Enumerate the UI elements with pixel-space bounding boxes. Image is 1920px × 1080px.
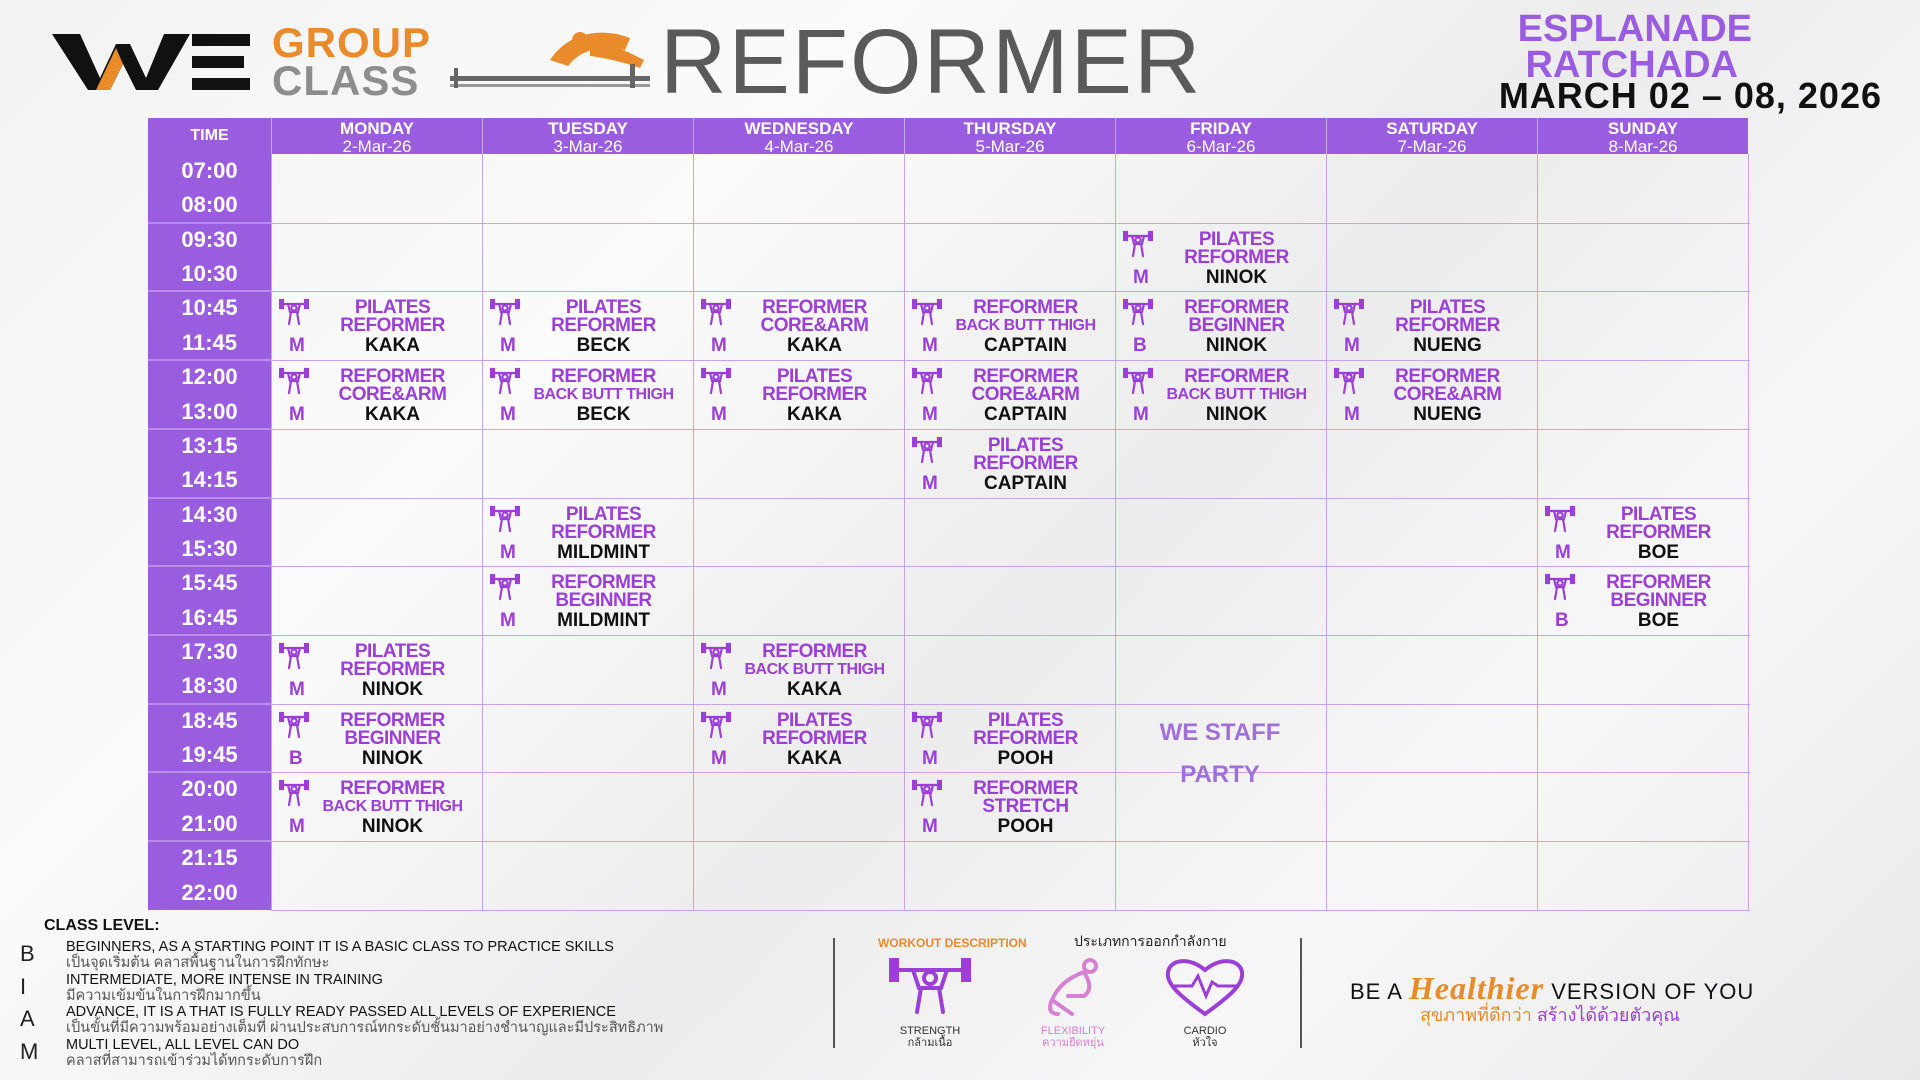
- instructor-name: CAPTAIN: [983, 404, 1068, 426]
- day-header-thursday: [904, 118, 1115, 154]
- time-label: 15:30: [181, 535, 238, 561]
- class-level-badge: M: [922, 472, 938, 494]
- instructor-name: NINOK: [361, 747, 424, 769]
- class-title-line1: REFORMER: [551, 366, 656, 388]
- time-label: 12:00: [181, 364, 238, 390]
- day-header-saturday: [1326, 118, 1537, 154]
- level-letter: I: [20, 974, 27, 999]
- class-card[interactable]: [904, 363, 1115, 427]
- grid-hline: [271, 635, 1750, 636]
- day-name: WEDNESDAY: [744, 119, 854, 138]
- class-level-badge: M: [289, 678, 305, 700]
- tagline-highlight: Healthier: [1408, 970, 1545, 1006]
- reformer-machine-icon: [430, 20, 660, 100]
- class-title-line1: PILATES: [987, 434, 1064, 456]
- class-level-title: CLASS LEVEL:: [44, 917, 160, 934]
- grid-hline: [271, 841, 1750, 842]
- class-title-line1: REFORMER: [973, 778, 1078, 800]
- class-title-line1: REFORMER: [551, 572, 656, 594]
- strength-label-th: กล้ามเนื้อ: [907, 1037, 953, 1049]
- workout-description-title-th: ประเภทการออกกำลังกาย: [1074, 933, 1227, 949]
- we-logo: [52, 26, 252, 96]
- class-title-line1: PILATES: [565, 503, 642, 525]
- class-title-line2: REFORMER: [340, 315, 445, 337]
- level-letter: A: [20, 1006, 35, 1031]
- instructor-name: MILDMINT: [557, 541, 650, 563]
- class-title-line2: STRETCH: [982, 796, 1069, 818]
- class-card[interactable]: [693, 294, 904, 358]
- time-label: 08:00: [181, 192, 238, 218]
- tagline-th-purple: สร้างได้ด้วยตัวคุณ: [1536, 1005, 1680, 1025]
- class-title-line2: BACK BUTT THIGH: [955, 317, 1096, 335]
- time-label: 09:30: [181, 226, 238, 252]
- level-description: INTERMEDIATE, MORE INTENSE IN TRAINING: [66, 972, 383, 988]
- class-level-badge: M: [1344, 335, 1360, 357]
- time-label: 07:00: [181, 158, 238, 183]
- day-header-sunday: [1537, 118, 1748, 154]
- instructor-name: POOH: [997, 816, 1054, 838]
- cardio-label: CARDIO: [1183, 1025, 1227, 1037]
- class-level-badge: M: [289, 335, 305, 357]
- grid-vline: [1326, 154, 1327, 910]
- instructor-name: NINOK: [361, 678, 424, 700]
- instructor-name: POOH: [997, 747, 1054, 769]
- grid-hline: [271, 429, 1750, 430]
- grid-hline: [271, 291, 1750, 292]
- class-level-badge: M: [289, 404, 305, 426]
- time-separator: [148, 771, 271, 773]
- tagline-th-orange: สุขภาพที่ดีกว่า: [1420, 1005, 1532, 1025]
- class-title-line1: REFORMER: [762, 640, 867, 662]
- tagline: [1350, 972, 1754, 1004]
- class-card[interactable]: [693, 638, 904, 702]
- grid-hline: [271, 360, 1750, 361]
- time-label: 22:00: [181, 879, 238, 905]
- level-description-th: เป็นขั้นที่มีความพร้อมอย่างเต็มที่ ผ่านประสบการณ์ทกระดับชั้นมาอย่างชำนาญและมีประสิทธิภาพ: [66, 1020, 664, 1036]
- location-line-1: ESPLANADE: [1517, 8, 1752, 50]
- class-title-line2: BACK BUTT THIGH: [1166, 386, 1307, 404]
- day-date: 4-Mar-26: [764, 137, 834, 156]
- class-title-line1: REFORMER: [340, 709, 445, 731]
- class-card[interactable]: [271, 775, 482, 839]
- class-card[interactable]: [482, 569, 693, 633]
- class-title-line1: PILATES: [987, 709, 1064, 731]
- class-card[interactable]: [1115, 226, 1326, 290]
- schedule-grid: [148, 118, 1750, 910]
- divider: [1300, 938, 1302, 1048]
- class-title-line2: REFORMER: [1184, 246, 1289, 268]
- class-title-line2: CORE&ARM: [1393, 384, 1502, 406]
- class-card[interactable]: [693, 363, 904, 427]
- day-date: 2-Mar-26: [342, 137, 412, 156]
- day-name: SATURDAY: [1386, 119, 1478, 138]
- class-title-line2: REFORMER: [762, 384, 867, 406]
- tagline-th: [1420, 1006, 1680, 1024]
- level-description: ADVANCE, IT IS A THAT IS FULLY READY PASSED ALL LEVELS OF EXPERIENCE: [66, 1004, 616, 1020]
- day-date: 5-Mar-26: [975, 137, 1045, 156]
- instructor-name: BOE: [1637, 610, 1680, 632]
- instructor-name: KAKA: [787, 335, 842, 357]
- time-label: 19:45: [181, 742, 238, 768]
- level-description-th: มีความเข้มข้นในการฝึกมากขึ้น: [66, 988, 261, 1004]
- class-title-line2: REFORMER: [340, 658, 445, 680]
- time-separator: [148, 428, 271, 430]
- class-level-badge: B: [289, 747, 303, 769]
- class-level-badge: M: [922, 404, 938, 426]
- class-title-line2: CORE&ARM: [971, 384, 1080, 406]
- class-level-badge: B: [1555, 610, 1569, 632]
- time-column: [148, 154, 271, 910]
- time-label: 18:30: [181, 673, 238, 699]
- class-card[interactable]: [904, 432, 1115, 496]
- class-title-line2: BACK BUTT THIGH: [322, 798, 463, 816]
- instructor-name: NUENG: [1413, 335, 1482, 357]
- class-level-badge: M: [500, 541, 516, 563]
- class-title-line1: PILATES: [1620, 503, 1697, 525]
- class-card[interactable]: [482, 501, 693, 565]
- time-separator: [148, 359, 271, 361]
- class-level-badge: M: [1344, 404, 1360, 426]
- class-level-badge: M: [922, 816, 938, 838]
- cardio-icon: [1160, 956, 1250, 1018]
- class-level-badge: M: [922, 335, 938, 357]
- class-title-line2: REFORMER: [762, 727, 867, 749]
- class-card[interactable]: [1537, 569, 1748, 633]
- level-letter: M: [20, 1039, 39, 1064]
- class-card[interactable]: [1537, 501, 1748, 565]
- instructor-name: KAKA: [787, 747, 842, 769]
- class-title-line2: REFORMER: [973, 727, 1078, 749]
- grid-hline: [271, 704, 1750, 705]
- grid-hline: [271, 772, 1750, 773]
- class-level-badge: M: [289, 816, 305, 838]
- class-title-line2: BEGINNER: [555, 590, 652, 612]
- instructor-name: NINOK: [1205, 404, 1268, 426]
- class-level-badge: M: [500, 335, 516, 357]
- class-title-line1: REFORMER: [973, 297, 1078, 319]
- day-header-monday: [271, 118, 482, 154]
- class-title-line1: PILATES: [776, 366, 853, 388]
- class-title-line2: BEGINNER: [1188, 315, 1285, 337]
- flexibility-icon: [1028, 956, 1118, 1018]
- logo-group-text: GROUP: [272, 19, 432, 66]
- tagline-post: VERSION OF YOU: [1551, 979, 1755, 1004]
- time-label: 20:00: [181, 776, 238, 802]
- day-name: MONDAY: [340, 119, 414, 138]
- class-level-badge: M: [1555, 541, 1571, 563]
- level-letter: B: [20, 941, 35, 966]
- day-name: THURSDAY: [963, 119, 1057, 138]
- strength-label: STRENGTH: [899, 1025, 961, 1037]
- time-separator: [148, 290, 271, 292]
- day-date: 3-Mar-26: [553, 137, 623, 156]
- instructor-name: NINOK: [361, 816, 424, 838]
- flexibility-label: FLEXIBILITY: [1040, 1025, 1106, 1037]
- instructor-name: BOE: [1637, 541, 1680, 563]
- day-date: 7-Mar-26: [1397, 137, 1467, 156]
- time-label: 10:45: [181, 295, 238, 321]
- class-card[interactable]: [482, 363, 693, 427]
- class-level-badge: M: [500, 610, 516, 632]
- day-header-tuesday: [482, 118, 693, 154]
- class-title-line1: REFORMER: [340, 366, 445, 388]
- flexibility-label-th: ความยืดหยุ่น: [1042, 1037, 1104, 1049]
- instructor-name: NINOK: [1205, 266, 1268, 288]
- time-separator: [148, 634, 271, 636]
- class-level-badge: M: [500, 404, 516, 426]
- time-label: 17:30: [181, 639, 238, 665]
- class-card[interactable]: [1326, 294, 1537, 358]
- day-header-wednesday: [693, 118, 904, 154]
- time-separator: [148, 703, 271, 705]
- time-label: 13:15: [181, 432, 238, 458]
- class-title-line1: REFORMER: [1395, 366, 1500, 388]
- time-separator: [148, 222, 271, 224]
- event-title-line2: PARTY: [1180, 761, 1260, 788]
- workout-description-title: WORKOUT DESCRIPTION: [878, 936, 1027, 950]
- class-card[interactable]: [904, 294, 1115, 358]
- class-title-line1: PILATES: [565, 297, 642, 319]
- class-title-line1: REFORMER: [1184, 366, 1289, 388]
- instructor-name: KAKA: [787, 678, 842, 700]
- class-title-line2: BACK BUTT THIGH: [744, 660, 885, 678]
- instructor-name: KAKA: [365, 404, 420, 426]
- class-level-badge: M: [1133, 266, 1149, 288]
- class-title-line1: PILATES: [354, 640, 431, 662]
- class-level-badge: M: [711, 678, 727, 700]
- class-level-badge: M: [711, 747, 727, 769]
- grid-vline: [693, 154, 694, 910]
- day-date: 8-Mar-26: [1608, 137, 1678, 156]
- class-title-line1: PILATES: [1198, 228, 1275, 250]
- instructor-name: KAKA: [365, 335, 420, 357]
- time-separator: [148, 497, 271, 499]
- day-date: 6-Mar-26: [1186, 137, 1256, 156]
- class-card[interactable]: [904, 707, 1115, 771]
- class-title-line1: PILATES: [1409, 297, 1486, 319]
- day-header-friday: [1115, 118, 1326, 154]
- class-title-line2: REFORMER: [551, 521, 656, 543]
- time-label: 11:45: [181, 329, 238, 355]
- class-title-line2: BEGINNER: [344, 727, 441, 749]
- instructor-name: NUENG: [1413, 404, 1482, 426]
- grid-hline: [271, 566, 1750, 567]
- grid-hline: [271, 910, 1750, 911]
- instructor-name: KAKA: [787, 404, 842, 426]
- instructor-name: MILDMINT: [557, 610, 650, 632]
- class-card[interactable]: [904, 775, 1115, 839]
- class-card[interactable]: [1115, 363, 1326, 427]
- strength-icon: [885, 956, 975, 1018]
- day-name: FRIDAY: [1190, 119, 1252, 138]
- class-title-line2: CORE&ARM: [338, 384, 447, 406]
- level-description: BEGINNERS, AS A STARTING POINT IT IS A BASIC CLASS TO PRACTICE SKILLS: [66, 939, 614, 955]
- time-label: 14:30: [181, 501, 238, 527]
- class-title-line2: REFORMER: [1606, 521, 1711, 543]
- class-title-line1: REFORMER: [973, 366, 1078, 388]
- class-card[interactable]: [482, 294, 693, 358]
- class-title-line1: REFORMER: [762, 297, 867, 319]
- divider: [833, 938, 835, 1048]
- class-title-line1: PILATES: [354, 297, 431, 319]
- time-label: 21:00: [181, 810, 238, 836]
- time-label: 13:00: [181, 398, 238, 424]
- class-title-line1: REFORMER: [1184, 297, 1289, 319]
- class-title-line2: REFORMER: [973, 452, 1078, 474]
- class-title-line1: REFORMER: [340, 778, 445, 800]
- date-range: MARCH 02 – 08, 2026: [1498, 75, 1882, 116]
- class-level-badge: M: [1133, 404, 1149, 426]
- level-description-th: เป็นจุดเริ่มต้น คลาสพื้นฐานในการฝึกทักษะ: [66, 955, 330, 971]
- grid-hline: [271, 498, 1750, 499]
- time-label: 15:45: [181, 570, 238, 596]
- time-label: 14:15: [181, 467, 238, 493]
- grid-vline: [1748, 154, 1749, 910]
- level-description: MULTI LEVEL, ALL LEVEL CAN DO: [66, 1037, 300, 1053]
- class-card[interactable]: [271, 707, 482, 771]
- class-card[interactable]: [693, 707, 904, 771]
- tagline-pre: BE A: [1350, 979, 1402, 1004]
- instructor-name: BECK: [576, 404, 631, 426]
- instructor-name: BECK: [576, 335, 631, 357]
- class-level-badge: B: [1133, 335, 1147, 357]
- class-title-line1: REFORMER: [1606, 572, 1711, 594]
- class-card[interactable]: [1326, 363, 1537, 427]
- event-title-line1: WE STAFF: [1159, 719, 1281, 746]
- time-label: 18:45: [181, 707, 238, 733]
- time-header: TIME: [148, 118, 271, 154]
- level-description-th: คลาสที่สามารถเข้าร่วมได้ทกระดับการฝึก: [66, 1053, 323, 1069]
- class-level-badge: M: [922, 747, 938, 769]
- location-line-2: RATCHADA: [1525, 44, 1738, 86]
- class-title-line2: BACK BUTT THIGH: [533, 386, 674, 404]
- class-card[interactable]: [271, 363, 482, 427]
- time-label: 16:45: [181, 604, 238, 630]
- time-separator: [148, 565, 271, 567]
- class-title-line2: REFORMER: [1395, 315, 1500, 337]
- logo-reformer-text: REFORMER: [660, 11, 1203, 113]
- time-label: 10:30: [181, 261, 238, 287]
- logo-class-text: CLASS: [272, 57, 420, 104]
- class-card[interactable]: [271, 638, 482, 702]
- instructor-name: CAPTAIN: [983, 335, 1068, 357]
- instructor-name: NINOK: [1205, 335, 1268, 357]
- class-level-badge: M: [711, 404, 727, 426]
- class-level-badge: M: [711, 335, 727, 357]
- class-card[interactable]: [1115, 294, 1326, 358]
- time-label: 21:15: [181, 845, 238, 871]
- class-title-line2: CORE&ARM: [760, 315, 869, 337]
- class-title-line1: PILATES: [776, 709, 853, 731]
- class-card[interactable]: [271, 294, 482, 358]
- class-title-line2: BEGINNER: [1610, 590, 1707, 612]
- day-name: SUNDAY: [1607, 119, 1679, 138]
- grid-hline: [271, 223, 1750, 224]
- cardio-label-th: หัวใจ: [1192, 1037, 1218, 1049]
- time-separator: [148, 840, 271, 842]
- instructor-name: CAPTAIN: [983, 472, 1068, 494]
- class-title-line2: REFORMER: [551, 315, 656, 337]
- day-name: TUESDAY: [548, 119, 628, 138]
